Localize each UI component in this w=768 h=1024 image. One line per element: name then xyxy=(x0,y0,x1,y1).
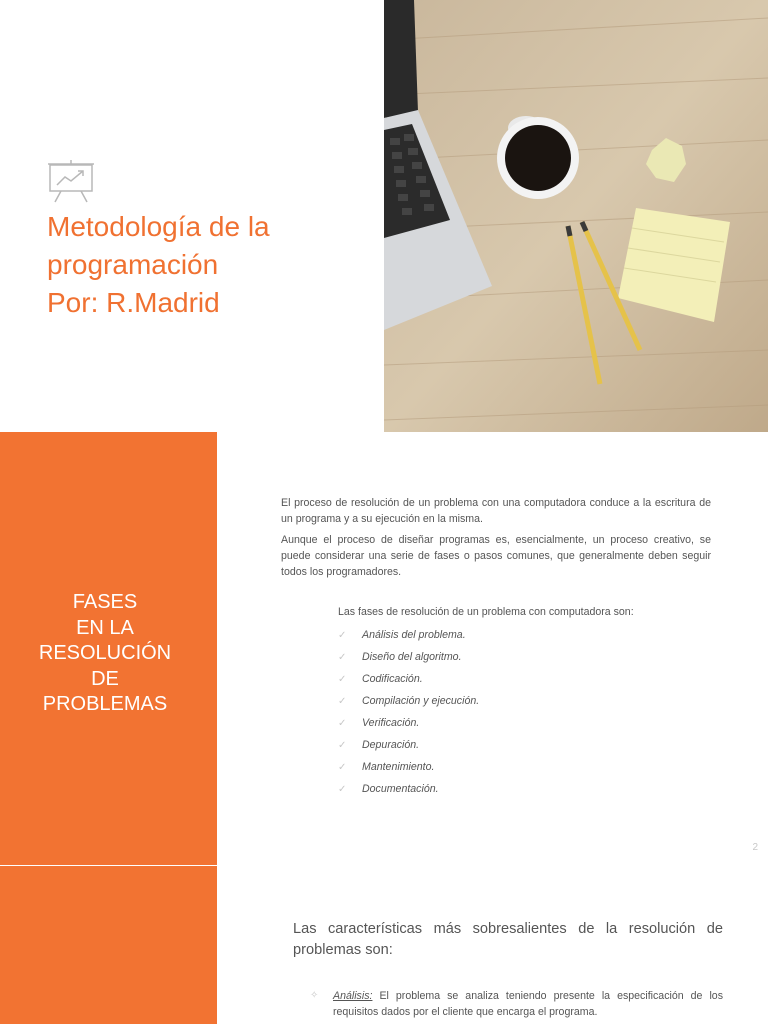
phase-label: Codificación. xyxy=(362,673,423,685)
check-icon: ✓ xyxy=(338,674,347,685)
slide-heading: Las características más sobresalientes de la resolución de problemas son: xyxy=(293,921,723,958)
phase-label: Depuración. xyxy=(362,739,420,751)
list-item xyxy=(338,717,479,739)
title-line: Metodología de la xyxy=(47,211,270,242)
side-panel xyxy=(0,866,217,1024)
phase-label: Mantenimiento. xyxy=(362,761,435,773)
phase-label: Documentación. xyxy=(362,783,439,795)
side-title-line: PROBLEMAS xyxy=(42,693,168,715)
phase-label: Diseño del algoritmo. xyxy=(362,651,462,663)
phases-slide xyxy=(0,432,768,865)
check-icon: ✓ xyxy=(338,652,347,663)
title-line: Por: R.Madrid xyxy=(47,287,220,318)
diamond-bullet-icon: ✧ xyxy=(310,990,319,1001)
intro-paragraph: Aunque el proceso de diseñar programas es, esencialmente, un proceso creativo, se puede considerar una serie de fases o pasos comunes, que generalmente deben seguir todos los programadores. xyxy=(281,534,711,578)
title-slide xyxy=(0,0,768,432)
bullet-term: Análisis: xyxy=(333,990,373,1002)
check-icon: ✓ xyxy=(338,696,347,707)
check-icon: ✓ xyxy=(338,630,347,641)
list-item xyxy=(338,695,479,717)
phase-label: Análisis del problema. xyxy=(362,629,466,641)
phase-list xyxy=(338,629,479,805)
list-item xyxy=(338,761,479,783)
check-icon: ✓ xyxy=(338,740,347,751)
list-item xyxy=(338,783,479,805)
check-icon: ✓ xyxy=(338,784,347,795)
side-title-line: RESOLUCIÓN xyxy=(38,642,172,664)
list-item xyxy=(338,739,479,761)
check-icon: ✓ xyxy=(338,718,347,729)
bullet-paragraph xyxy=(333,988,723,1020)
side-title-line: EN LA xyxy=(76,616,134,639)
phase-label: Verificación. xyxy=(362,717,420,729)
check-icon: ✓ xyxy=(338,762,347,773)
side-title xyxy=(0,590,210,718)
side-title-line: FASES xyxy=(72,591,138,613)
presentation-title xyxy=(47,208,270,322)
list-item xyxy=(338,673,479,695)
list-intro: Las fases de resolución de un problema con computadora son: xyxy=(338,606,634,618)
page-number: 2 xyxy=(752,842,758,853)
desk-photo xyxy=(384,0,768,432)
phase-label: Compilación y ejecución. xyxy=(362,695,480,707)
characteristics-slide xyxy=(0,866,768,1024)
side-title-line: DE xyxy=(91,667,119,690)
intro-paragraph: El proceso de resolución de un problema con una computadora conduce a la escritura de un programa y a su ejecución en la misma. xyxy=(281,497,711,525)
list-item xyxy=(338,629,479,651)
bullet-text: El problema se analiza teniendo presente la especificación de los requisitos dados por el cliente que encarga el programa. xyxy=(333,990,723,1018)
presentation-board-chart-icon xyxy=(47,159,95,203)
title-line: programación xyxy=(47,249,219,280)
list-item xyxy=(338,651,479,673)
side-panel xyxy=(0,432,217,865)
